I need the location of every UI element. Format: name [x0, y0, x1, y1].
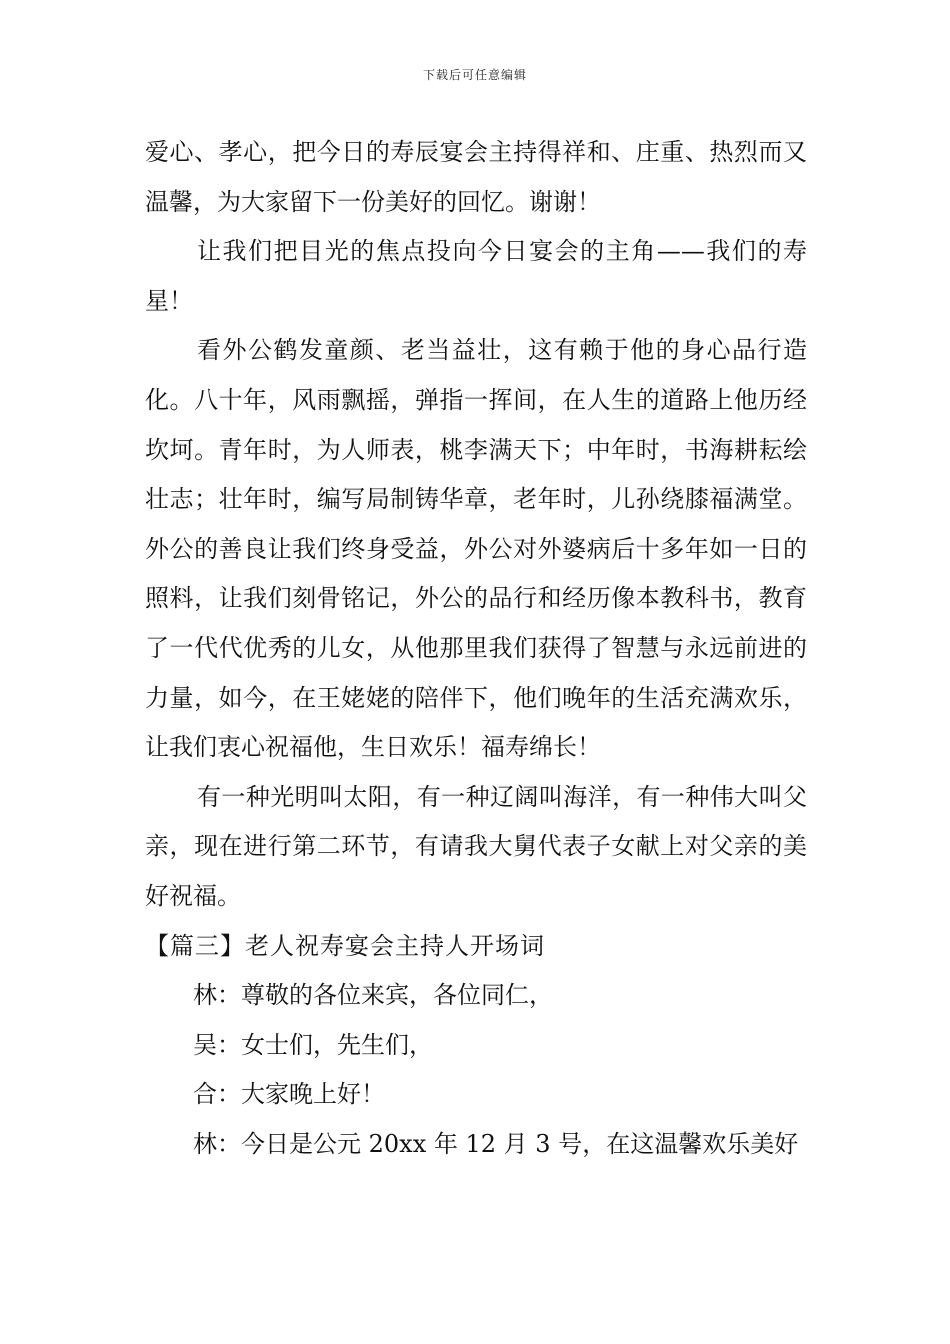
section-heading: 【篇三】老人祝寿宴会主持人开场词 [145, 931, 545, 960]
page-header: 下载后可任意编辑 [422, 68, 527, 82]
paragraph-3: 看外公鹤发童颜、老当益壮，这有赖于他的身心品行造化。八十年，风雨飘摇，弹指一挥间，在人生的道路上他历经坎坷。青年时，为人师表，桃李满天下；中年时，书海耕耘绘壮志；壮年时，编写局制铸华章，老年时，儿孙绕膝福满堂。外公的善良让我们终身受益，外公对外婆病后十多年如一日的照料，让我们刻骨铭记，外公的品行和经历像本教科书，教育了一代代优秀的儿女，从他那里我们获得了智慧与永远前进的力量，如今，在王姥姥的陪伴下，他们晚年的生活充满欢乐，让我们衷心祝福他，生日欢乐！福寿绵长！ [145, 336, 807, 762]
dialog-line-1: 林：尊敬的各位来宾，各位同仁， [193, 981, 553, 1010]
dialog-line-3: 合：大家晚上好！ [193, 1080, 385, 1109]
paragraph-1: 爱心、孝心，把今日的寿辰宴会主持得祥和、庄重、热烈而又温馨，为大家留下一份美好的回忆。谢谢！ [145, 138, 807, 216]
document-body [145, 128, 807, 1169]
dialog-line-4: 林：今日是公元 20xx 年 12 月 3 号，在这温馨欢乐美好 [193, 1129, 799, 1158]
paragraph-4: 有一种光明叫太阳，有一种辽阔叫海洋，有一种伟大叫父亲，现在进行第二环节，有请我大舅代表子女献上对父亲的美好祝福。 [145, 782, 807, 910]
dialog-line-2: 吴：女士们，先生们， [193, 1030, 433, 1059]
paragraph-2: 让我们把目光的焦点投向今日宴会的主角——我们的寿星！ [145, 237, 807, 315]
